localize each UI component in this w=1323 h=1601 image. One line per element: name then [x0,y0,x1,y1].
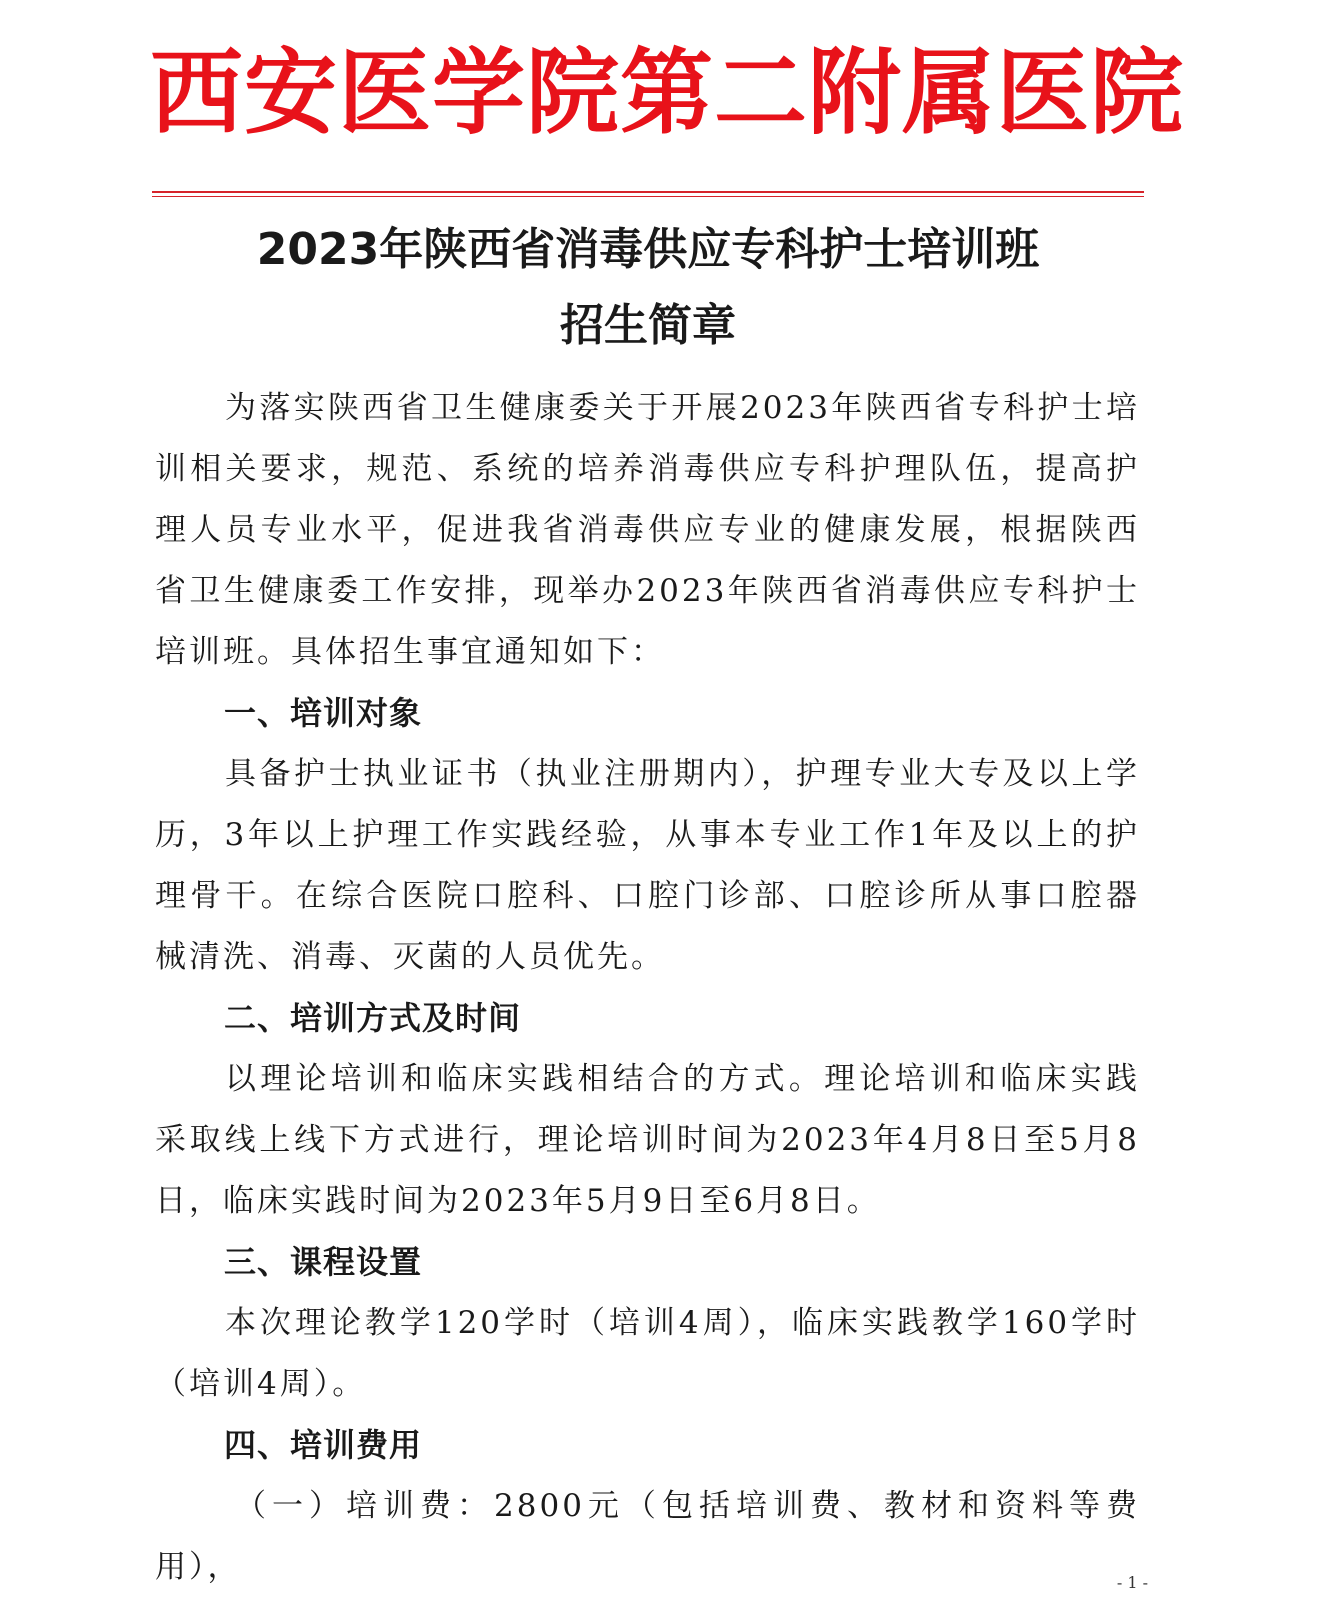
section-heading-training-method: 二、培训方式及时间 [224,999,522,1037]
section-body-training-method: 以理论培训和临床实践相结合的方式。理论培训和临床实践采取线上线下方式进行，理论培训时间为2023年4月8日至5月8日，临床实践时间为2023年5月9日至6月8日。 [155,1061,1140,1219]
section-heading-training-target: 一、培训对象 [224,694,423,732]
organization-letterhead: 西安医学院第二附属医院 [150,38,1184,147]
section-heading-fees: 四、培训费用 [224,1426,423,1464]
document-subtitle: 招生简章 [560,300,736,351]
section-body-curriculum: 本次理论教学120学时（培训4周），临床实践教学160学时（培训4周）。 [155,1305,1140,1402]
page-number: - 1 - [1116,1573,1148,1592]
letterhead-divider-thin [152,196,1144,197]
letterhead-divider-thick [152,191,1144,193]
section-heading-curriculum: 三、课程设置 [224,1243,423,1281]
intro-paragraph: 为落实陕西省卫生健康委关于开展2023年陕西省专科护士培训相关要求，规范、系统的培养消毒供应专科护理队伍，提高护理人员专业水平，促进我省消毒供应专业的健康发展，根据陕西省卫生健康委工作安排，现举办2023年陕西省消毒供应专科护士培训班。具体招生事宜通知如下： [155,390,1140,670]
section-body-fees: （一）培训费：2800元（包括培训费、教材和资料等费用）， [155,1488,1140,1585]
section-body-training-target: 具备护士执业证书（执业注册期内），护理专业大专及以上学历，3年以上护理工作实践经验，从事本专业工作1年及以上的护理骨干。在综合医院口腔科、口腔门诊部、口腔诊所从事口腔器械清洗、消毒、灭菌的人员优先。 [155,756,1140,975]
document-title: 2023年陕西省消毒供应专科护士培训班 [256,224,1040,275]
